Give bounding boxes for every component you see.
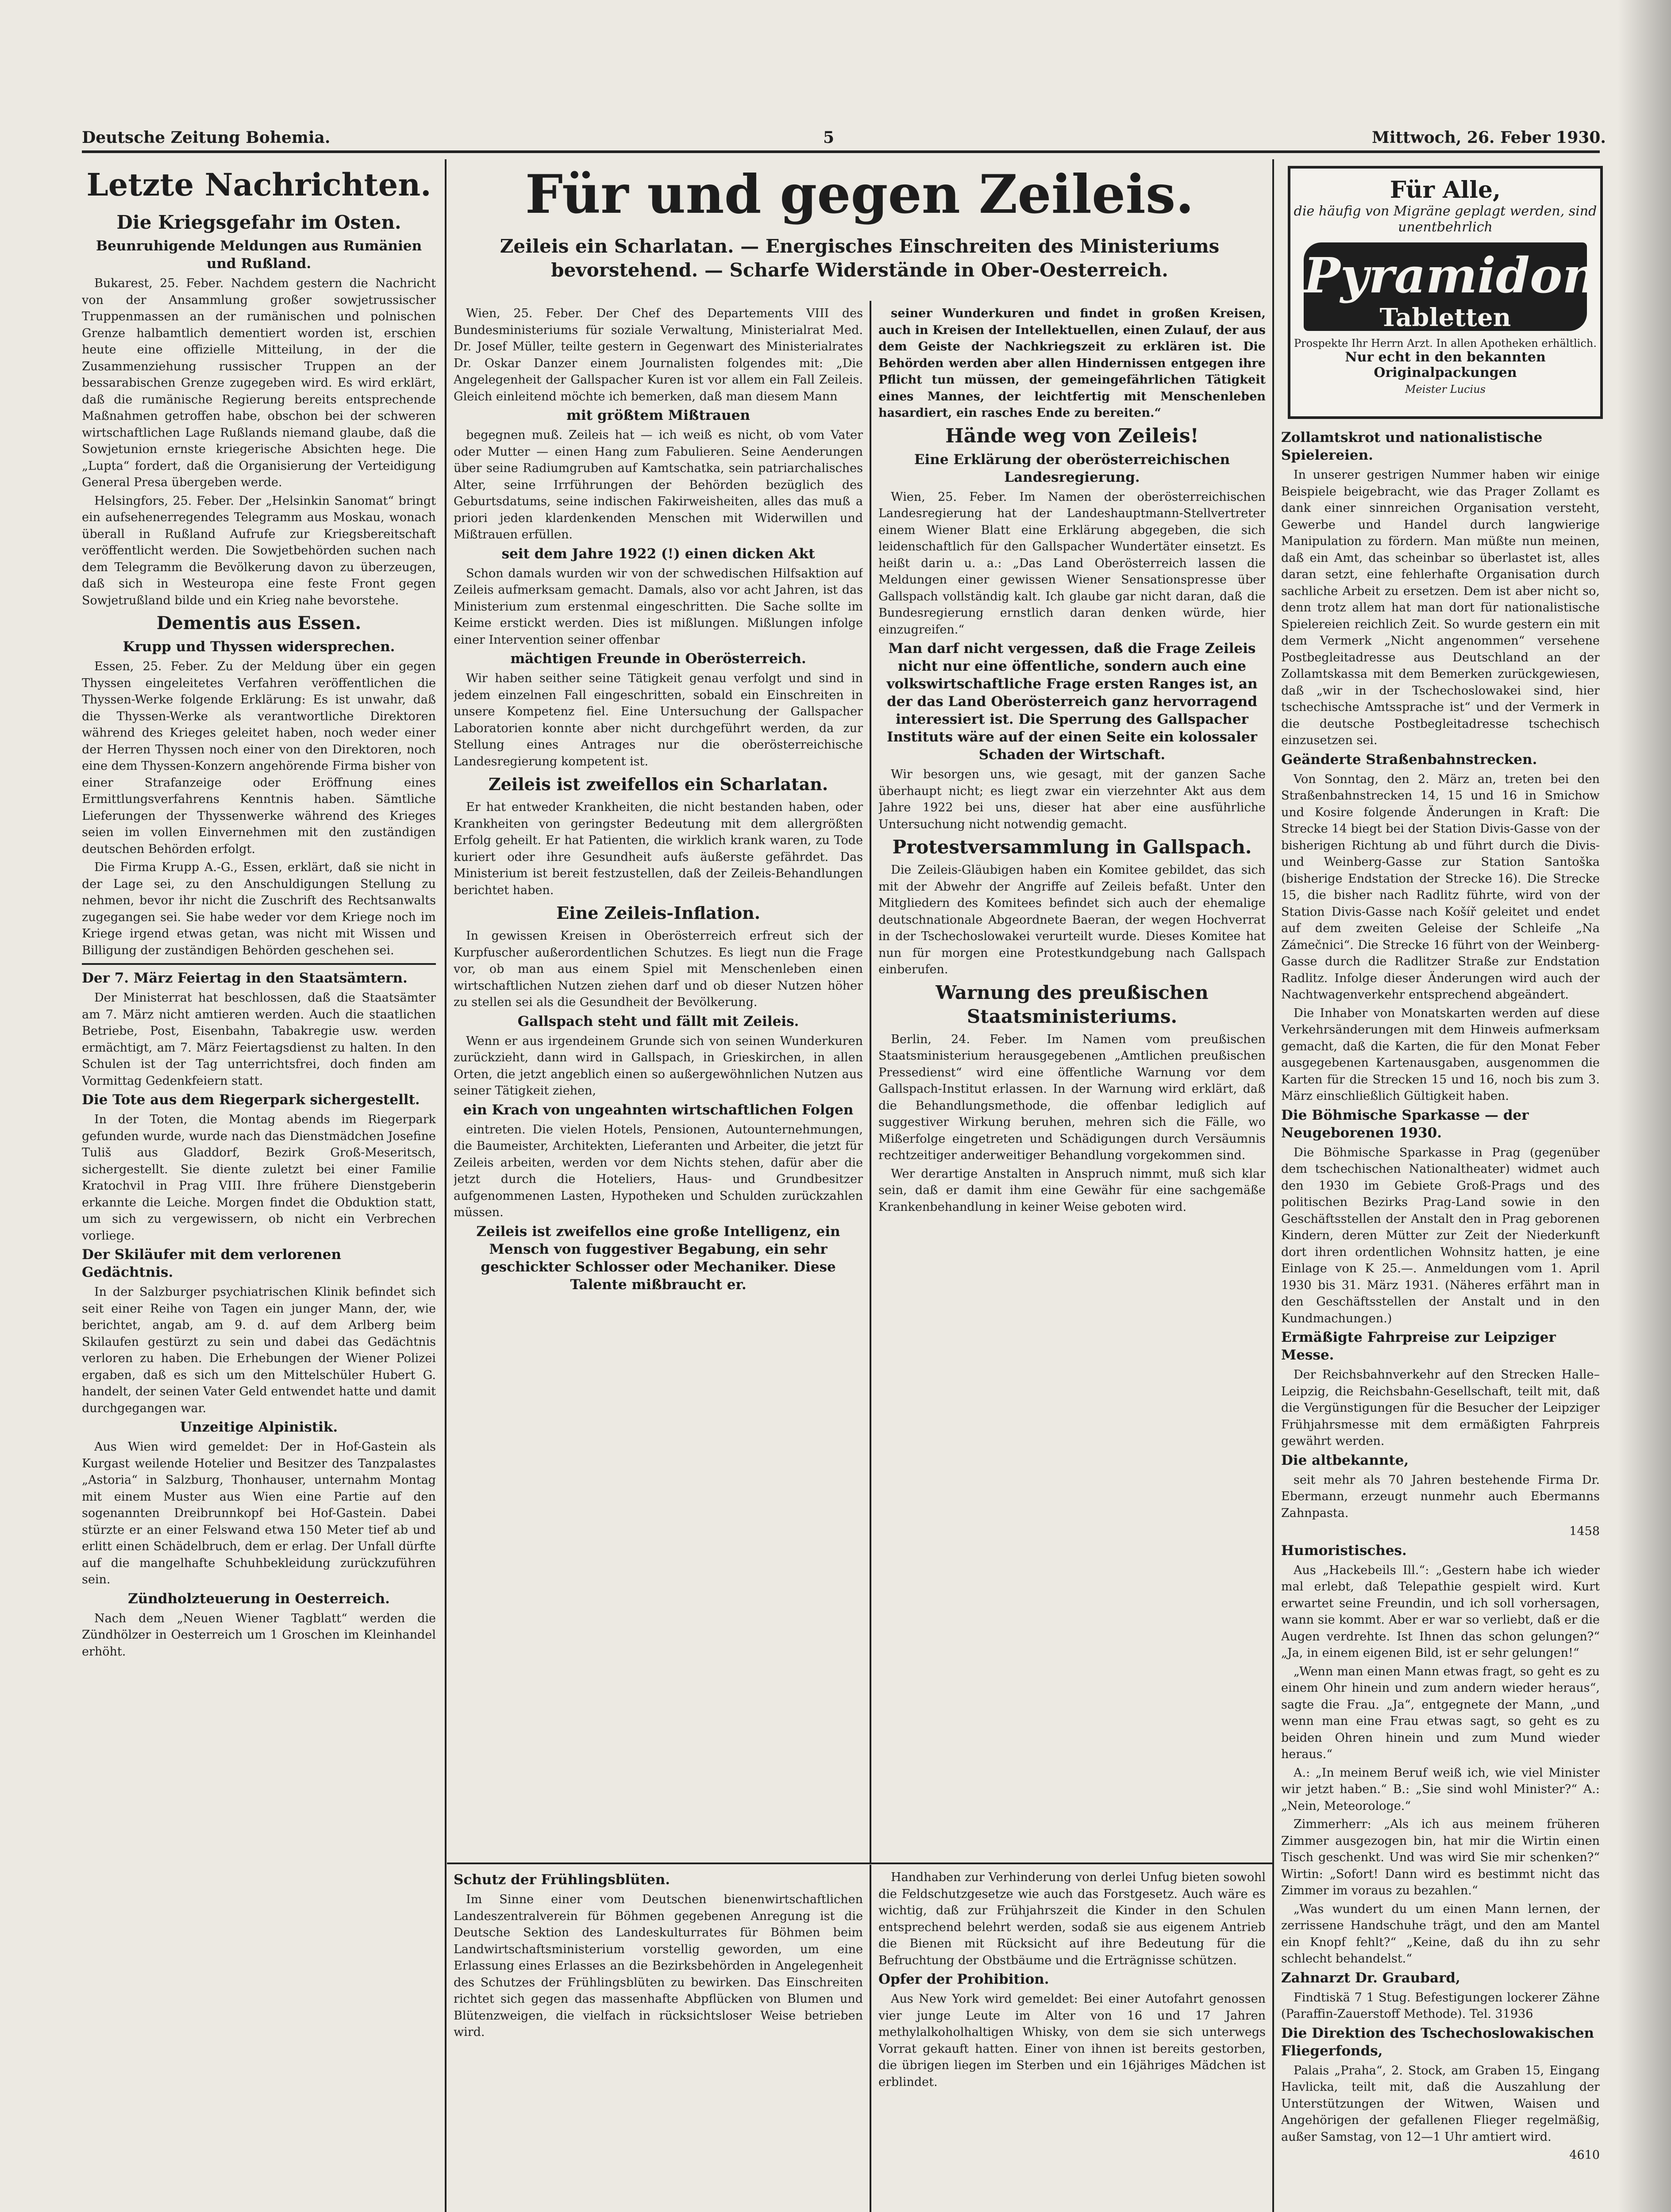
article-strassenbahn: Von Sonntag, den 2. März an, treten bei den Straßenbahnstrecken 14, 15 und 16 in Smichow und Kosire folgende Änderungen in Kraft: Die Strecke 14 biegt bei der Station Divis-Gasse von der bisherigen Richtung ab und führt durch die Divis- und Weinberg-Gasse zur Station Santoška (bisherige Endstation der Strecke 16). Die Strecke 15, die bisher nach Radlitz führte, wird von der Station Divis-Gasse nach Košíř geleitet und endet auf dem zweiten Geleise der Schleife „Na Zámečnici“. Die Strecke 16 führt von der Weinberg-Gasse durch die Radlitzer Straße zur Endstation Radlitz. Infolge dieser Änderungen wird auch der Nachtwagenverkehr entsprechend abgeändert. — [1281, 772, 1600, 1002]
article-humor-4: Zimmerherr: „Als ich aus meinem früheren Zimmer ausgezogen bin, hat mir die Wirtin einen Tisch geschenkt. Und was wird Sie mir schenken?“ Wirtin: „Sofort! Dann wird es bestimmt nicht das Zimmer im voraus zu bezahlen.“ — [1281, 1817, 1600, 1897]
headline-tote: Die Tote aus dem Riegerpark sichergestellt. — [82, 1092, 420, 1108]
article-humor-5: „Was wundert du um einen Mann lernen, der zerrissene Handschuhe trägt, und den am Mantel ein Knopf fehlt?“ „Keine, daß du ihn zu sehr schlecht behandelst.“ — [1281, 1902, 1600, 1966]
article-strassenbahn-2: Die Inhaber von Monatskarten werden auf diese Verkehrsänderungen mit dem Hinweis aufmerksam gemacht, daß die Karten, die für den Monat Feber ausgegebenen Kartenausgaben, ausgenommen die Karten für die Strecken 15 und 16, noch bis zum 3. März einschließlich Gültigkeit haben. — [1281, 1006, 1600, 1103]
headline-feiertag: Der 7. März Feiertag in den Staatsämtern. — [82, 970, 408, 986]
column-rule-1 — [445, 159, 447, 2212]
headline-strassenbahn: Geänderte Straßenbahnstrecken. — [1281, 751, 1537, 768]
article-zollamt: In unserer gestrigen Nummer haben wir einige Beispiele beigebracht, wie das Prager Zollamt es dank einer sinnreichen Organisation versteht, Gewerbe und Handel durch langwierige Manipulation zu fördern. Man müßte nun meinen, daß ein Amt, das scheinbar so überlastet ist, alles daran setzt, eine fehlerhafte Organisation durch sachliche Arbeit zu ersetzen. Dem ist aber nicht so, denn trotz allem hat man dort für nationalistische Spielereien reichlich Zeit. So wurde gestern ein mit dem Vermerk „Nicht angenommen“ versehene Postbegleitadresse aus Deutschland an der Zollamtskassa mit dem Bemerken zurückgewiesen, daß „wir in der Tschechoslowakei sind, hier tschechische Amtssprache ist“ und der Vermerk in die deutsche Postbegleitadresse tschechisch einzusetzen sei. — [1281, 468, 1600, 747]
headline-alpinistik: Unzeitige Alpinistik. — [180, 1419, 338, 1435]
article-skilaeufer: In der Salzburger psychiatrischen Klinik befindet sich seit einer Reihe von Tagen ein junger Mann, der, wie berichtet, angab, am 9. d. auf dem Arlberg beim Skilaufen gestürzt zu sein und dabei das Gedächtnis verloren zu haben. Die Erhebungen der Wiener Polizei ergaben, daß es sich um den Mittelschüler Hubert G. handelt, der seinen Vater Geld entwendet hatte und damit durchgegangen war. — [82, 1285, 436, 1415]
article-vergessen: Wir besorgen uns, wie gesagt, mit der ganzen Sache überhaupt nicht; es liegt zwar ein vierzehnter Akt aus dem Jahre 1922 bei uns, dieser hat aber eine ausführliche Untersuchung nicht notwendig gemacht. — [878, 768, 1266, 831]
pyramidon-advertisement — [1288, 166, 1603, 419]
interhead-1922: seit dem Jahre 1922 (!) einen dicken Akt — [501, 545, 815, 562]
ad-packaging: Nur echt in den bekannten Originalpackungen — [1345, 349, 1546, 380]
article-col3-top: seiner Wunderkuren und findet in großen Kreisen, auch in Kreisen der Intellektuellen, einen Zulauf, der aus dem Geiste der Nachkriegszeit zu erklären ist. Die Behörden werden aber allen Hindernissen entgegen ihre Pflicht tun müssen, der gemeingefährlichen Tätigkeit eines Mannes, der leichtfertig mit Menschenleben hasardiert, ein rasches Ende zu bereiten.“ — [878, 307, 1266, 420]
issue-date: Mittwoch, 26. Feber 1930. — [1372, 128, 1606, 147]
article-essen: Essen, 25. Feber. Zu der Meldung über ein gegen Thyssen eingeleitetes Verfahren veröffentlichen die Thyssen-Werke folgende Erklärung: Es ist unwahr, daß die Thyssen-Werke als verantwortliche Direktoren während des Krieges geleitet haben, noch weder einer der Herren Thyssen noch einer von den Direktoren, noch eine dem Thyssen-Konzern angehörende Firma bisher von einer Strafanzeige oder Eröffnung eines Ermittlungsverfahrens Kenntnis haben. Sämtliche Lieferungen der Thyssenwerke während des Krieges seien im vollen Einvernehmen mit den zuständigen deutschen Behörden erfolgt. — [82, 660, 436, 856]
bottom-left — [454, 1869, 863, 2212]
page-edge-shadow — [1618, 0, 1671, 2212]
column-3 — [878, 305, 1266, 1858]
article-misstrauen: begegnen muß. Zeileis hat — ich weiß es nicht, ob vom Vater oder Mutter — einen Hang zum Fabulieren. Seine Aenderungen über seine Radiumgruben auf Kamtschatka, sein patriarchalisches Alter, seine Irrführungen der Behörden bezüglich des Geburtsdatums, seine indischen Fakirweisheiten, alles das muß a priori jeden klardenkenden Menschen mit Widerwillen und Mißtrauen erfüllen. — [454, 428, 863, 541]
article-gallspach: Wenn er aus irgendeinem Grunde sich von seinen Wunderkuren zurückzieht, dann wird in Gallspach, in Grieskirchen, in allen Orten, die jetzt angeblich einen so außergewöhnlichen Nutzen aus seiner Tätigkeit ziehen, — [454, 1034, 863, 1098]
article-fliegerfonds: Palais „Praha“, 2. Stock, am Graben 15, Eingang Havlicka, teilt mit, daß die Auszahlung der Unterstützungen der Witwen, Waisen und Angehörigen der gefallenen Flieger regelmäßig, außer Samstag, von 12—1 Uhr amtiert wird. — [1281, 2063, 1600, 2144]
article-alpinistik: Aus Wien wird gemeldet: Der in Hof-Gastein als Kurgast weilende Hotelier und Besitzer des Tanzpalastes „Astoria“ in Salzburg, Thonhauser, unternahm Montag mit einem Muster aus Wien eine Partie auf den sogenannten Dreibrunnkopf bei Hof-Gastein. Dabei stürzte er an einer Felswand etwa 150 Meter tief ab und erlitt einen Schädelbruch, dem er erlag. Der Unfall dürfte auf die mangelhafte Schuhbekleidung zurückzuführen sein. — [82, 1440, 436, 1586]
column-1 — [82, 164, 436, 2212]
article-fahrpreise: Der Reichsbahnverkehr auf den Strecken Halle–Leipzig, die Reichsbahn-Gesellschaft, teilt mit, daß die Vergünstigungen für die Besucher der Leipziger Frühjahrsmesse mit dem ermäßigten Fahrpreis gewährt werden. — [1281, 1368, 1600, 1448]
ad-small-print: Prospekte Ihr Herrn Arzt. In allen Apotheken erhältlich. — [1294, 337, 1597, 349]
article-1922: Schon damals wurden wir von der schwedischen Hilfsaktion auf Zeileis aufmerksam gemacht. Damals, also vor acht Jahren, ist das Ministerium zum erstenmal eingeschritten. Die Sache sollte im Keime erstickt werden. Dies ist mißlungen. Mißlungen infolge einer Intervention seiner offenbar — [454, 566, 863, 647]
headline-skilaeufer: Der Skiläufer mit dem verlorenen Gedächtnis. — [82, 1247, 342, 1280]
subhead-krupp: Krupp und Thyssen widersprechen. — [123, 639, 395, 655]
header-rule — [82, 150, 1600, 153]
headline-warnung: Warnung des preußischen Staatsministeriums. — [936, 981, 1209, 1027]
interhead-vergessen: Man darf nicht vergessen, daß die Frage Zeileis nicht nur eine öffentliche, sondern auch eine volkswirtschaftliche Frage ersten Ranges ist, an der das Land Oberösterreich ganz hervorragend interessiert ist. Die Sperrung des Gallspacher Instituts wäre auf der einen Seite ein kolossaler Schaden der Wirtschaft. — [886, 641, 1258, 763]
article-freunde: Wir haben seither seine Tätigkeit genau verfolgt und sind in jedem einzelnen Fall eingeschritten, sobald ein Einschreiten in unsere Kompetenz fiel. Eine Untersuchung der Gallspacher Laboratorien konnte aber nicht durchgeführt werden, da zur Stellung eines Antrages nur die oberösterreichische Landesregierung kompetent ist. — [454, 672, 863, 768]
article-prohibition: Aus New York wird gemeldet: Bei einer Autofahrt genossen vier junge Leute im Alter von 16 und 17 Jahren methylalkoholhaltigen Whisky, von dem sie sich unterwegs Vorrat gekauft hatten. Einer von ihnen ist bereits gestorben, die übrigen liegen im Sterben und ein 16jähriges Mädchen ist erblindet. — [878, 1992, 1266, 2089]
ad-tagline: die häufig von Migräne geplagt werden, sind unentbehrlich — [1294, 204, 1597, 235]
headline-fruehling: Schutz der Frühlingsblüten. — [454, 1872, 670, 1888]
subhead-haende-weg: Eine Erklärung der oberösterreichischen Landesregierung. — [914, 451, 1230, 485]
subhead-kriegsgefahr: Beunruhigende Meldungen aus Rumänien und Rußland. — [96, 238, 422, 272]
headline-prohibition: Opfer der Prohibition. — [878, 1971, 1049, 1987]
article-warnung: Berlin, 24. Feber. Im Namen vom preußischen Staatsministerium herausgegebenen „Amtlichen preußischen Pressedienst“ wird eine öffentliche Warnung vor dem Gallspach-Institut erlassen. In der Warnung wird erklärt, daß die Behandlungsmethode, die offenbar lediglich auf suggestiver Wirkung beruhen, mehren sich die Fälle, wo Mißerfolge eingetreten und Schädigungen durch Versäumnis rechtzeitiger anderweitiger Behandlung vorgekommen sind. — [878, 1032, 1266, 1162]
bottom-column-rule — [870, 1865, 871, 2212]
article-zahnpasta: seit mehr als 70 Jahren bestehende Firma Dr. Ebermann, erzeugt nunmehr auch Ebermanns Zahnpasta. — [1281, 1473, 1600, 1520]
headline-zollamt: Zollamtskrot und nationalistische Spielereien. — [1281, 430, 1543, 463]
article-wien-mueller: Wien, 25. Feber. Der Chef des Departements VIII des Bundesministeriums für soziale Verwaltung, Ministerialrat Med. Dr. Josef Müller, teilte gestern in Gegenwart des Ministerialrates Dr. Oskar Danzer einem Journalisten folgendes mit: „Die Angelegenheit der Gallspacher Kuren ist vor allem ein Fall Zeileis. Gleich einleitend möchte ich bemerken, daß man diesem Mann — [454, 307, 863, 403]
headline-humor: Humoristisches. — [1281, 1542, 1407, 1559]
headline-kriegsgefahr: Die Kriegsgefahr im Osten. — [116, 211, 401, 233]
article-humor-2: „Wenn man einen Mann etwas fragt, so geht es zu einem Ohr hinein und zum andern wieder heraus“, sagte die Frau. „Ja“, entgegnete der Mann, „und wenn man eine Frau etwas sagt, so geht es zu beiden Ohren hinein und zum Mund wieder heraus.“ — [1281, 1664, 1600, 1761]
article-krach: eintreten. Die vielen Hotels, Pensionen, Autounternehmungen, die Baumeister, Architekten, Lieferanten und Arbeiter, die jetzt für Zeileis arbeiten, werden vor dem Nichts stehen, dafür aber die jetzt durch die Hoteliers, Haus- und Grundbesitzer aufgenommenen Lasten, Hypotheken und Schulden zurückzahlen müssen. — [454, 1122, 863, 1219]
headline-inflation: Eine Zeileis-Inflation. — [556, 903, 760, 923]
interhead-freunde: mächtigen Freunde in Oberösterreich. — [510, 651, 806, 667]
column-4 — [1281, 427, 1600, 2212]
ad-brand-sub: Tabletten — [1379, 303, 1511, 332]
main-subtitle: Zeileis ein Scharlatan. — Energisches Einschreiten des Ministeriums bevorstehend. — Scharfe Widerstände in Ober-Oesterreich. — [500, 235, 1220, 281]
ad-brand: Pyramidon — [1304, 247, 1598, 304]
article-humor-3: A.: „In meinem Beruf weiß ich, wie viel Minister wir jetzt haben.“ B.: „Sie sind wohl Minister?“ A.: „Nein, Meteorologe.“ — [1281, 1766, 1600, 1813]
column-rule-2 — [870, 301, 871, 1863]
interhead-krach: ein Krach von ungeahnten wirtschaftlichen Folgen — [463, 1102, 854, 1118]
headline-protest: Protestversammlung in Gallspach. — [892, 836, 1252, 858]
headline-scharlatan: Zeileis ist zweifellos ein Scharlatan. — [488, 774, 828, 794]
article-tote: In der Toten, die Montag abends im Riegerpark gefunden wurde, wurde nach das Dienstmädchen Josefine Tuliš aus Gladdorf, Bezirk Groß-Meseritsch, sichergestellt. Sie diente zuletzt bei einer Familie Kratochvil in Prag VIII. Ihre frühere Dienstgeberin erkannte die Leiche. Morgen findet die Obduktion statt, um sich zu vergewissern, ob nicht ein Verbrechen vorliege. — [82, 1113, 436, 1243]
headline-haende-weg: Hände weg von Zeileis! — [945, 424, 1199, 447]
zahnpasta-ref-number: 1458 — [1569, 1525, 1600, 1538]
interhead-gallspach: Gallspach steht und fällt mit Zeileis. — [517, 1013, 799, 1029]
headline-fahrpreise: Ermäßigte Fahrpreise zur Leipziger Messe. — [1281, 1329, 1556, 1363]
article-zuendhoelzer: Nach dem „Neuen Wiener Tagblatt“ werden die Zündhölzer in Oesterreich um 1 Groschen im Kleinhandel erhöht. — [82, 1611, 436, 1659]
article-humor: Aus „Hackebeils Ill.“: „Gestern habe ich wieder mal erlebt, daß Telepathie gespielt wird. Kurt erwartet seine Freundin, und ich soll vorhersagen, wann sie kommt. Aber er war so verliebt, daß er die Augen verdrehte. Ist Ihnen das schon gelungen?“ „Ja, in einem eigenen Bild, ist er sehr gelungen!“ — [1281, 1563, 1600, 1660]
article-bukarest: Bukarest, 25. Feber. Nachdem gestern die Nachricht von der Ansammlung großer sowjetrussischer Truppenmassen an der rumänischen und polnischen Grenze halbamtlich dementiert worden ist, erschien heute eine offizielle Mitteilung, in der die Zusammenziehung russischer Truppen an der bessarabischen Grenze zugegeben wird. Es wird erklärt, daß die rumänische Regierung bereits entsprechende Maßnahmen getroffen habe, obschon bei der schweren wirtschaftlichen Lage Rußlands niemand glaube, daß die Sowjetunion ernste kriegerische Absichten hege. Die „Lupta“ fordert, daß die Organisierung der Verteidigung General Presa übergeben werde. — [82, 276, 436, 489]
ad-maker: Meister Lucius — [1405, 383, 1486, 396]
section-title: Letzte Nachrichten. — [86, 166, 431, 203]
column-rule-3 — [1272, 159, 1274, 2212]
headline-fliegerfonds: Die Direktion des Tschechoslowakischen Fliegerfonds, — [1281, 2025, 1594, 2059]
article-krupp: Die Firma Krupp A.-G., Essen, erklärt, daß sie nicht in der Lage sei, zu den Anschuldigungen Stellung zu nehmen, bevor ihr nicht die Zuschrift des Rechtsanwalts zugegangen sei. Sie habe weder vor dem Kriege noch im Kriege irgend etwas getan, was nicht mit Wissen und Billigung der zuständigen Behörden geschehen sei. — [82, 860, 436, 957]
interhead-intelligenz: Zeileis ist zweifellos eine große Intelligenz, ein Mensch von fuggestiver Begabung, ein sehr geschickter Schlosser oder Mechaniker. Diese Talente mißbraucht er. — [476, 1223, 840, 1293]
ad-brand-logo — [1304, 242, 1598, 332]
article-inflation: In gewissen Kreisen in Oberösterreich erfreut sich der Kurpfuscher außerordentlichen Schutzes. Es liegt nun die Frage vor, ob man aus einem Spiel mit Menschenleben einen wirtschaftlichen Nutzen ziehen darf und ob dieser Nutzen höher zu stellen sei als die Gesundheit der Bevölkerung. — [454, 929, 863, 1009]
fliegerfonds-ref-number: 4610 — [1569, 2148, 1600, 2162]
article-zahnarzt: Findtiskä 7 1 Stug. Befestigungen lockerer Zähne (Paraffin-Zauerstoff Methode). Tel. 31936 — [1281, 1990, 1600, 2021]
article-fruehling-2: Handhaben zur Verhinderung von derlei Unfug bieten sowohl die Feldschutzgesetze wie auch das Forstgesetz. Auch wäre es wichtig, daß zur Frühjahrszeit die Kinder in den Schulen entsprechend belehrt werden, sodaß sie aus eigenem Antrieb die Bienen mit Rücksicht auf ihre Bedeutung für die Befruchtung der Obstbäume und die Erträgnisse schützen. — [878, 1870, 1266, 1967]
page-number: 5 — [823, 128, 835, 147]
headline-zahnarzt: Zahnarzt Dr. Graubard, — [1281, 1970, 1460, 1986]
headline-dementis: Dementis aus Essen. — [156, 613, 362, 634]
main-title: Für und gegen Zeileis. — [525, 163, 1194, 226]
ad-fuer-alle: Für Alle, — [1390, 177, 1501, 204]
article-fruehling: Im Sinne einer vom Deutschen bienenwirtschaftlichen Landeszentralverein für Böhmen gegebenen Anregung ist die Deutsche Sektion des Landeskulturrates für Böhmen beim Landwirtschaftsministerium vorstellig geworden, um eine Erlassung eines Erlasses an die Bezirksbehörden in Angelegenheit des Schutzes der Frühlingsblüten zu bewirken. Das Einschreiten richtet sich gegen das massenhafte Abpflücken von Blumen und Blütenzweigen, die vielfach in rücksichtsloser Weise betrieben wird. — [454, 1893, 863, 2039]
headline-zuendhoelzer: Zündholzteuerung in Oesterreich. — [128, 1590, 390, 1607]
column-2 — [454, 305, 863, 1858]
bottom-right — [878, 1869, 1266, 2212]
paper-name: Deutsche Zeitung Bohemia. — [82, 128, 331, 147]
article-haende-weg: Wien, 25. Feber. Im Namen der oberösterreichischen Landesregierung hat der Landeshauptmann-Stellvertreter einem Wiener Blatt eine Erklärung abgegeben, die sich leidenschaftlich für den Gallspacher Wundertäter einsetzt. Es heißt darin u. a.: „Das Land Oberösterreich lassen die Meldungen einer gewissen Wiener Sensationspresse über Gallspach vollständig kalt. Ich glaube gar nicht daran, daß die Bundesregierung ernstlich daran denken würde, hier einzugreifen.“ — [878, 490, 1266, 637]
article-helsingfors: Helsingfors, 25. Feber. Der „Helsinkin Sanomat“ bringt ein aufsehenerregendes Telegramm aus Moskau, wonach überall in Rußland Aufrufe zur Kriegsbereitschaft veröffentlicht werden. Die Sowjetbehörden suchen nach dem Telegramm die Bevölkerung davon zu überzeugen, daß sich in Westeuropa eine feste Front gegen Sowjetrußland bilde und ein Krieg nahe bevorstehe. — [82, 494, 436, 607]
article-protest: Die Zeileis-Gläubigen haben ein Komitee gebildet, das sich mit der Abwehr der Angriffe auf Zeileis befaßt. Unter den Mitgliedern des Komitees befindet sich auch der ehemalige deutschnationale Abgeordnete Baeran, der wegen Hochverrat in der Tschechoslowakei verurteilt wurde. Dieses Komitee hat nun für morgen eine Protestkundgebung nach Gallspach einberufen. — [878, 863, 1266, 976]
interhead-misstrauen: mit größtem Mißtrauen — [566, 407, 750, 423]
col1-divider — [82, 963, 436, 965]
headline-sparkasse: Die Böhmische Sparkasse — der Neugeborenen 1930. — [1281, 1107, 1529, 1141]
main-bottom-rule — [447, 1863, 1272, 1864]
headline-zahnpasta: Die altbekannte, — [1281, 1452, 1409, 1468]
article-scharlatan: Er hat entweder Krankheiten, die nicht bestanden haben, oder Krankheiten von geringster Bedeutung mit dem allergrößten Erfolg geheilt. Er hat Patienten, die wirklich krank waren, zu Tode kuriert oder ihre Gesundheit aufs äußerste gefährdet. Das Ministerium ist bereit festzustellen, daß der Zeileis-Behandlungen berichtet haben. — [454, 800, 863, 897]
article-feiertag: Der Ministerrat hat beschlossen, daß die Staatsämter am 7. März nicht amtieren werden. Auch die staatlichen Betriebe, Post, Eisenbahn, Tabakregie usw. werden ermächtigt, am 7. März Feiertagsdienst zu halten. In den Schulen ist der Tag unterrichtsfrei, doch finden am Vormittag Gedenkfeiern statt. — [82, 991, 436, 1088]
article-sparkasse: Die Böhmische Sparkasse in Prag (gegenüber dem tschechischen Nationaltheater) widmet auch den 1930 im Gebiete Groß-Prags und des politischen Bezirks Prag-Land sowie in den Geschäftsstellen der Anstalt den in Prag geborenen Kindern, deren Mütter zur Zeit der Niederkunft dort ihren ordentlichen Wohnsitz hatten, je eine Einlage von K 25.—. Anmeldungen vom 1. April 1930 bis 31. März 1931. (Näheres erfährt man in den Geschäftsstellen der Anstalt und in den Kundmachungen.) — [1281, 1145, 1600, 1325]
article-warnung-2: Wer derartige Anstalten in Anspruch nimmt, muß sich klar sein, daß er damit ihm eine Gewähr für eine sachgemäße Krankenbehandlung in keiner Weise geboten wird. — [878, 1167, 1266, 1214]
